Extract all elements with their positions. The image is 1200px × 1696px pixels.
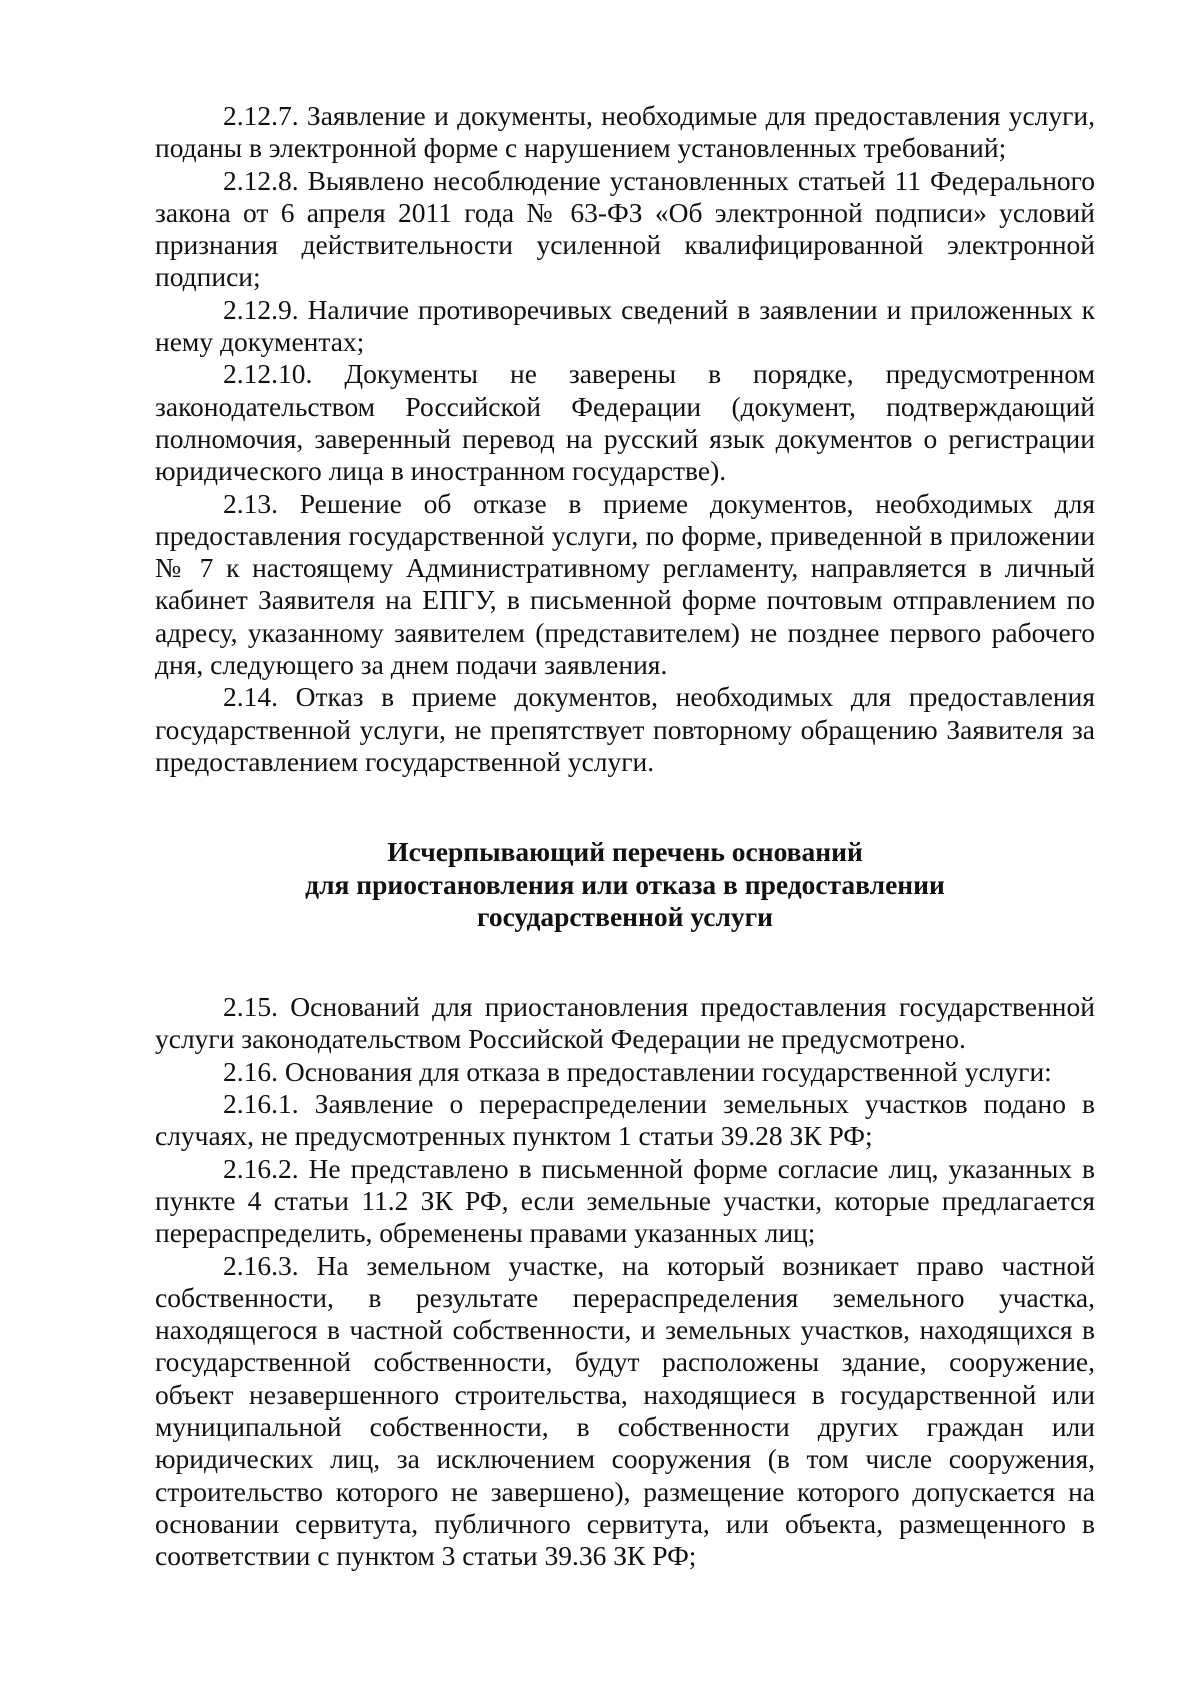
paragraph-2-15: 2.15. Оснований для приостановления предоставления государственной услуги законодательством Российской Федерации не предусмотрено. [155,991,1095,1055]
section-heading [155,836,1095,933]
paragraph-2-12-9: 2.12.9. Наличие противоречивых сведений в заявлении и приложенных к нему документах; [155,293,1095,358]
section-heading-line-1: Исчерпывающий перечень оснований [387,836,863,868]
paragraph-2-12-7: 2.12.7. Заявление и документы, необходимые для предоставления услуги, поданы в электронной форме с нарушением установленных требований; [155,100,1095,164]
section-heading-line-2: для приостановления или отказа в предоставлении [305,868,945,900]
paragraph-2-12-8: 2.12.8. Выявлено несоблюдение установленных статьей 11 Федерального закона от 6 апреля 2011 года № 63-ФЗ «Об электронной подписи» условий признания действительности усиленной квалифицированной электронной подписи; [155,164,1095,293]
paragraph-2-16: 2.16. Основания для отказа в предоставлении государственной услуги: [223,1055,1052,1087]
section-heading-line-3: государственной услуги [477,900,773,932]
paragraph-2-16-1: 2.16.1. Заявление о перераспределении земельных участков подано в случаях, не предусмотренных пунктом 1 статьи 39.28 ЗК РФ; [155,1088,1095,1152]
document-page [155,100,1095,1572]
paragraph-2-12-10: 2.12.10. Документы не заверены в порядке, предусмотренном законодательством Российской Федерации (документ, подтверждающий полномочия, заверенный перевод на русский язык документов о регистрации юридического лица в иностранном государстве). [155,358,1095,487]
paragraph-2-16-2: 2.16.2. Не представлено в письменной форме согласие лиц, указанных в пункте 4 статьи 11.2 ЗК РФ, если земельные участки, которые предлагается перераспределить, обременены правами указанных лиц; [155,1152,1095,1249]
paragraph-2-16-3: 2.16.3. На земельном участке, на который возникает право частной собственности, в результате перераспределения земельного участка, находящегося в частной собственности, и земельных участков, находящихся в государственной собственности, будут расположены здание, сооружение, объект незавершенного строительства, находящиеся в государственной или муниципальной собственности, в собственности других граждан или юридических лиц, за исключением сооружения (в том числе сооружения, строительство которого не завершено), размещение которого допускается на основании сервитута, публичного сервитута, или объекта, размещенного в соответствии с пунктом 3 статьи 39.36 ЗК РФ; [155,1249,1095,1572]
paragraph-2-14: 2.14. Отказ в приеме документов, необходимых для предоставления государственной услуги, не препятствует повторному обращению Заявителя за предоставлением государственной услуги. [155,681,1095,777]
paragraph-2-13: 2.13. Решение об отказе в приеме документов, необходимых для предоставления государственной услуги, по форме, приведенной в приложении № 7 к настоящему Административному регламенту, направляется в личный кабинет Заявителя на ЕПГУ, в письменной форме почтовым отправлением по адресу, указанному заявителем (представителем) не позднее первого рабочего дня, следующего за днем подачи заявления. [155,487,1095,681]
